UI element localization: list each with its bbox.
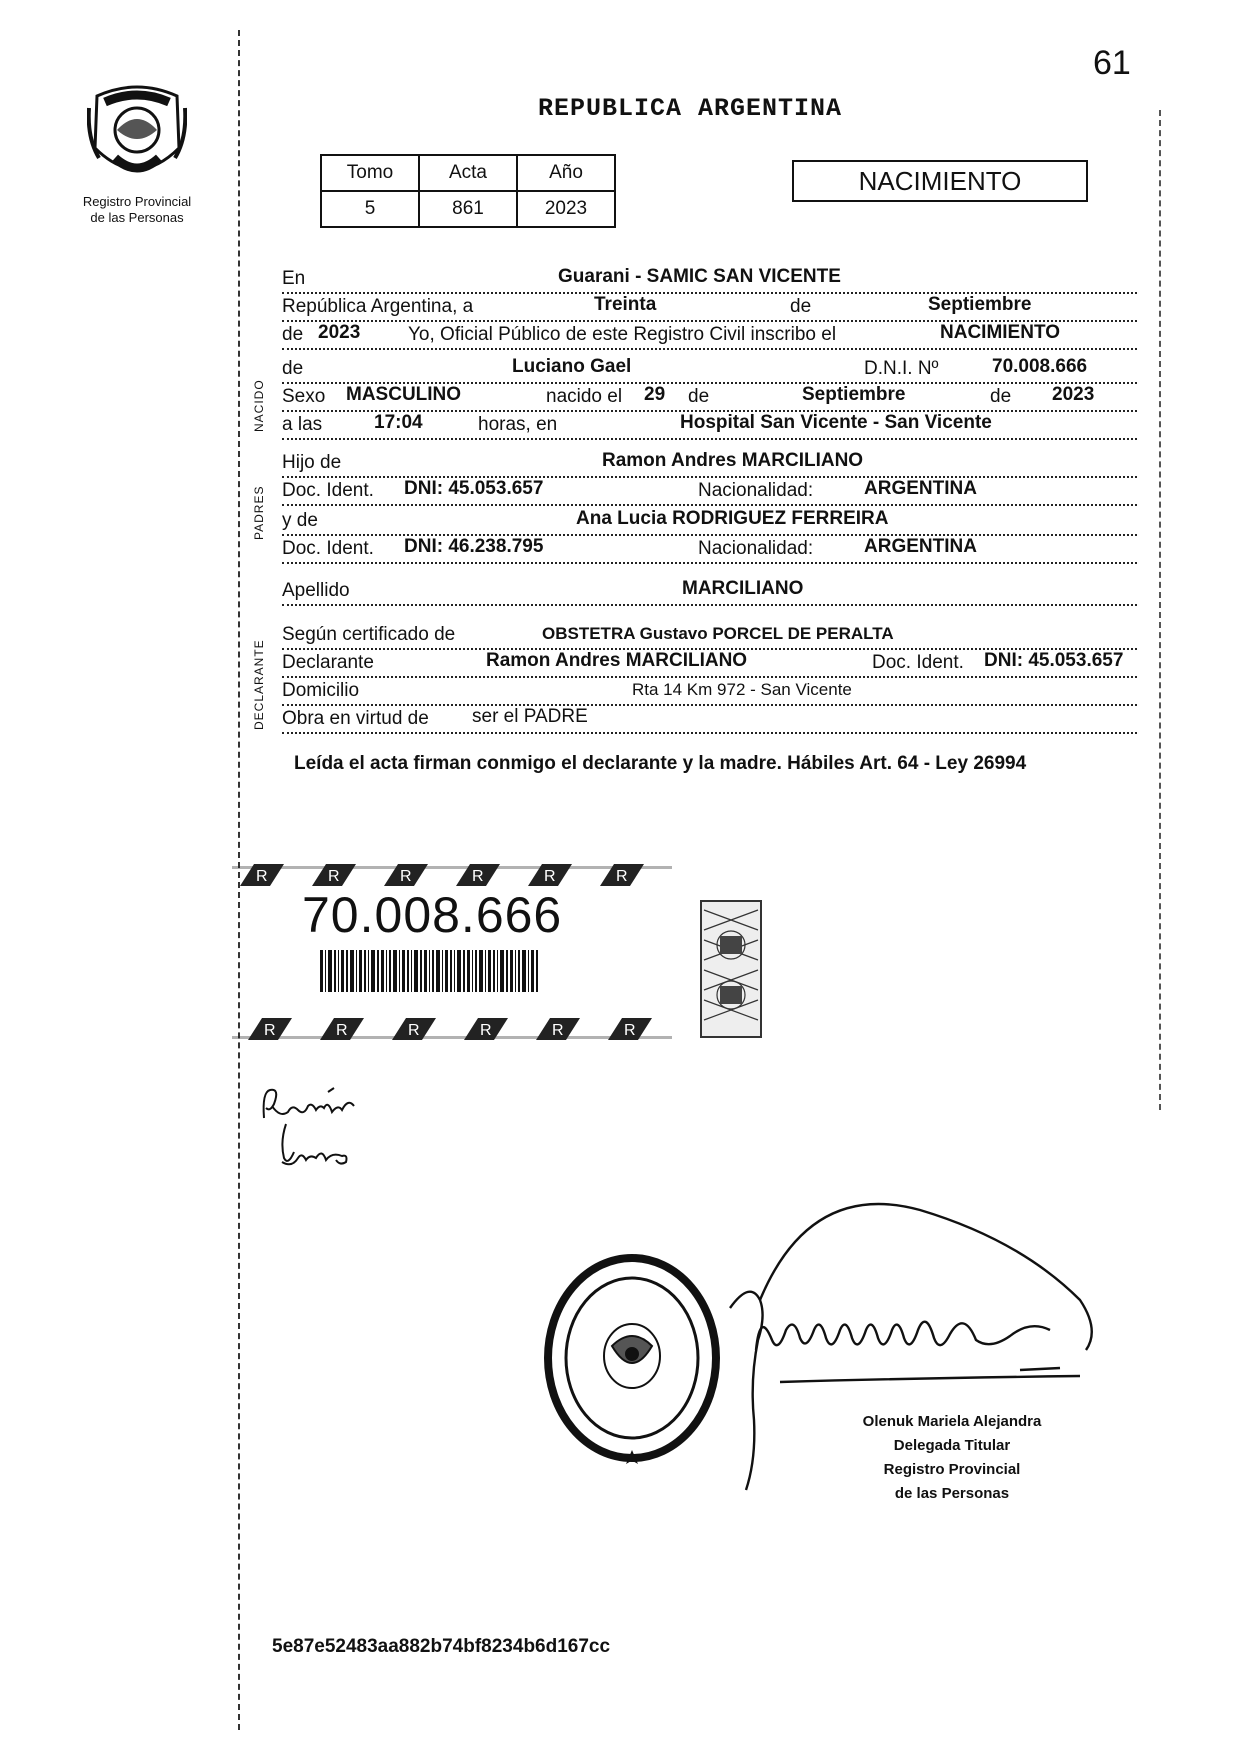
svg-text:R: R <box>480 1022 492 1039</box>
dia-value: Treinta <box>594 294 657 315</box>
form-line-nombre <box>282 358 1137 384</box>
registry-table <box>320 154 616 228</box>
form-line-apellido <box>282 580 1137 606</box>
handwritten-signatures-icon <box>258 1082 388 1182</box>
declarante-label: Declarante <box>282 652 374 673</box>
form-line-domicilio <box>282 680 1137 706</box>
nombre-value: Luciano Gael <box>512 356 632 377</box>
form-line-hijo <box>282 452 1137 478</box>
page-number: 61 <box>1093 44 1131 82</box>
inscribo-label: Yo, Oficial Público de este Registro Civil inscribo el <box>408 324 837 345</box>
y-de-label: y de <box>282 510 318 531</box>
nac-anio-value: 2023 <box>1052 384 1095 405</box>
svg-text:R: R <box>472 868 484 885</box>
tomo-header: Tomo <box>321 155 419 191</box>
form-line-inscribo <box>282 324 1137 350</box>
document-hash: 5e87e52483aa882b74bf8234b6d167cc <box>272 1636 611 1657</box>
apellido-value: MARCILIANO <box>682 578 804 599</box>
section-label-nacido: NACIDO <box>252 379 266 432</box>
obra-label: Obra en virtud de <box>282 708 429 729</box>
certificado-value: OBSTETRA Gustavo PORCEL DE PERALTA <box>542 624 894 643</box>
hora-value: 17:04 <box>374 412 423 433</box>
form-line-sexo <box>282 386 1137 412</box>
nacionalidad-label-1: Nacionalidad: <box>698 480 814 501</box>
form-line-certificado <box>282 624 1137 650</box>
dni-value: 70.008.666 <box>992 356 1088 377</box>
logo-caption-line1: Registro Provincial <box>82 194 192 209</box>
dni-sticker-number: 70.008.666 <box>302 887 563 943</box>
official-round-seal-icon <box>540 1250 724 1476</box>
form-line-fecha <box>282 296 1137 322</box>
domicilio-value: Rta 14 Km 972 - San Vicente <box>632 680 852 699</box>
anio-value: 2023 <box>517 191 615 227</box>
logo-caption-line2: de las Personas <box>90 210 184 225</box>
form-line-declarante <box>282 652 1137 678</box>
horas-en-label: horas, en <box>478 414 558 435</box>
section-label-padres: PADRES <box>252 485 266 540</box>
form-line-hora <box>282 414 1137 440</box>
domicilio-label: Domicilio <box>282 680 360 701</box>
nac-mes-value: Septiembre <box>802 384 906 405</box>
nac-dia-value: 29 <box>644 384 666 405</box>
svg-text:R: R <box>400 868 412 885</box>
padre-doc-value: DNI: 45.053.657 <box>404 478 544 499</box>
obra-value: ser el PADRE <box>472 706 588 727</box>
anio-header: Año <box>517 155 615 191</box>
de-label-4: de <box>688 386 710 407</box>
provincial-emblem-icon <box>87 78 187 190</box>
tomo-value: 5 <box>321 191 419 227</box>
hologram-seal-icon <box>700 900 762 1038</box>
lugar-value: Hospital San Vicente - San Vicente <box>680 412 992 433</box>
anio-value: 2023 <box>318 322 361 343</box>
svg-text:R: R <box>624 1022 636 1039</box>
declarante-value: Ramon Andres MARCILIANO <box>486 650 748 671</box>
signature-office: Registro Provincial <box>883 1461 1021 1478</box>
declarante-doc-value: DNI: 45.053.657 <box>984 650 1124 671</box>
acta-header: Acta <box>419 155 517 191</box>
doc-ident-label-3: Doc. Ident. <box>872 652 964 673</box>
madre-value: Ana Lucia RODRIGUEZ FERREIRA <box>576 508 889 529</box>
en-label: En <box>282 268 306 289</box>
right-margin-rule <box>1159 110 1161 1110</box>
security-pattern-bottom <box>232 1014 672 1044</box>
a-las-label: a las <box>282 414 323 435</box>
mes-value: Septiembre <box>928 294 1032 315</box>
svg-text:R: R <box>336 1022 348 1039</box>
padre-value: Ramon Andres MARCILIANO <box>602 450 864 471</box>
svg-text:R: R <box>408 1022 420 1039</box>
de-label-3: de <box>282 358 304 379</box>
country-title: REPUBLICA ARGENTINA <box>537 94 843 123</box>
signature-role: Delegada Titular <box>893 1437 1011 1454</box>
signature-office-2: de las Personas <box>894 1485 1010 1502</box>
republica-label: República Argentina, a <box>282 296 474 317</box>
inscribo-value: NACIMIENTO <box>940 322 1060 343</box>
registry-logo <box>72 78 202 226</box>
sexo-label: Sexo <box>282 386 326 407</box>
hijo-de-label: Hijo de <box>282 452 342 473</box>
barcode-icon <box>320 950 540 992</box>
en-value: Guarani - SAMIC SAN VICENTE <box>558 266 841 287</box>
registry-header-row <box>321 155 615 191</box>
closing-note: Leída el acta firman conmigo el declarante y la madre. Hábiles Art. 64 - Ley 26994 <box>294 753 1027 774</box>
dni-label: D.N.I. Nº <box>864 358 939 379</box>
section-label-declarante: DECLARANTE <box>252 639 266 730</box>
signature-block <box>832 1410 1072 1506</box>
form-line-en <box>282 268 1137 294</box>
form-line-padre-doc <box>282 480 1137 506</box>
registry-value-row <box>321 191 615 227</box>
doc-ident-label-1: Doc. Ident. <box>282 480 374 501</box>
de-label-5: de <box>990 386 1012 407</box>
signature-name: Olenuk Mariela Alejandra <box>862 1413 1042 1430</box>
svg-text:R: R <box>616 868 628 885</box>
padre-nac-value: ARGENTINA <box>864 478 977 499</box>
nacido-el-label: nacido el <box>546 386 623 407</box>
sexo-value: MASCULINO <box>346 384 462 405</box>
svg-text:R: R <box>552 1022 564 1039</box>
de-label-2: de <box>282 324 304 345</box>
apellido-label: Apellido <box>282 580 350 601</box>
svg-text:R: R <box>328 868 340 885</box>
svg-text:R: R <box>544 868 556 885</box>
nacionalidad-label-2: Nacionalidad: <box>698 538 814 559</box>
form-line-obra <box>282 708 1137 734</box>
record-type-box: NACIMIENTO <box>792 160 1088 202</box>
form-line-madre <box>282 510 1137 536</box>
svg-text:R: R <box>256 868 268 885</box>
acta-value: 861 <box>419 191 517 227</box>
svg-text:R: R <box>264 1022 276 1039</box>
doc-ident-label-2: Doc. Ident. <box>282 538 374 559</box>
madre-nac-value: ARGENTINA <box>864 536 977 557</box>
form-line-madre-doc <box>282 538 1137 564</box>
certificado-label: Según certificado de <box>282 624 456 645</box>
de-label-1: de <box>790 296 812 317</box>
madre-doc-value: DNI: 46.238.795 <box>404 536 544 557</box>
